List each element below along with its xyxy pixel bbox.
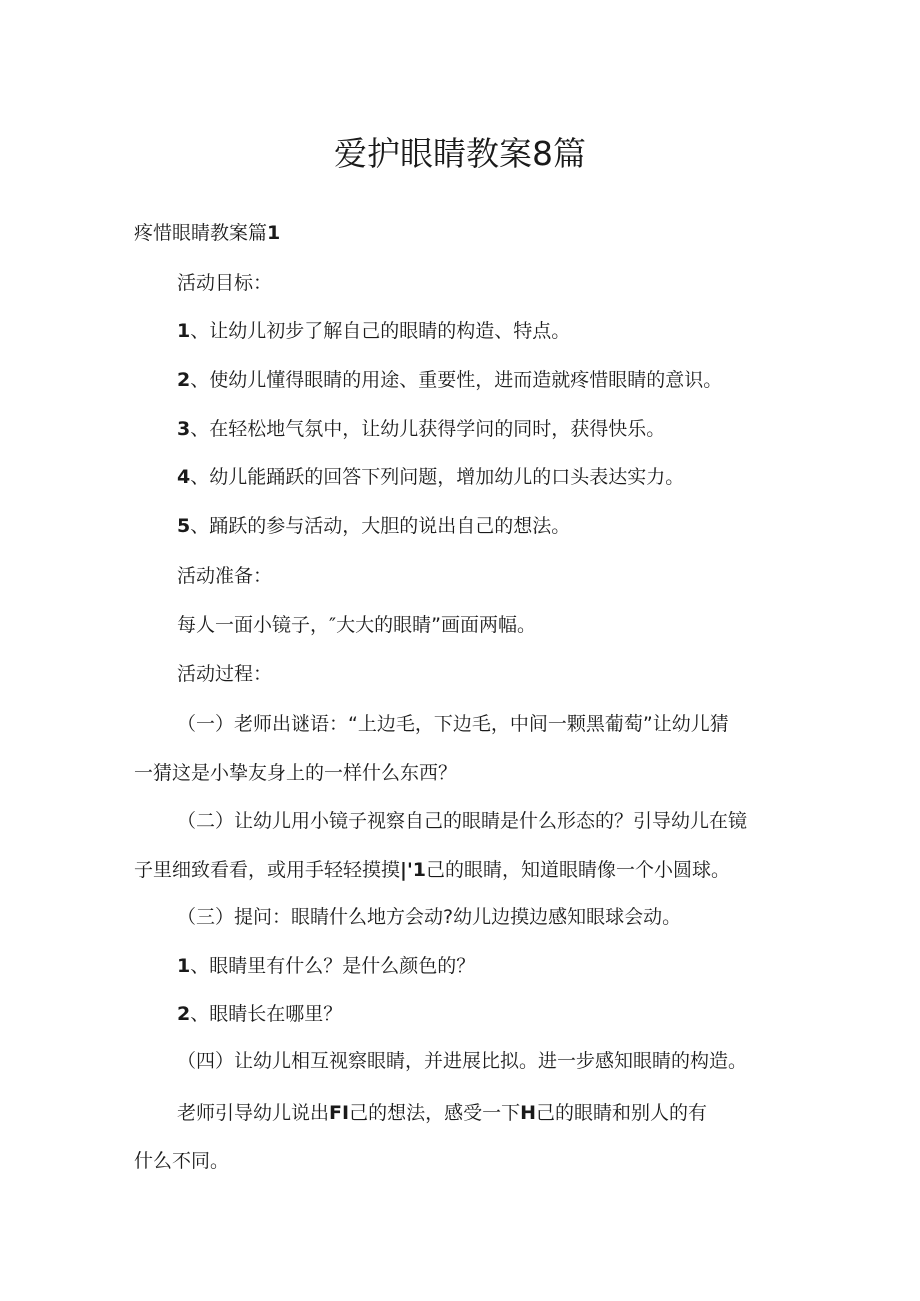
prep-text: 每人一面小镜子，″大大的眼睛”画面两幅。 — [177, 614, 536, 636]
prep-label: 活动准备： — [177, 565, 273, 587]
goal-item — [177, 464, 684, 490]
step1-line1: （一）老师出谜语：“上边毛，下边毛，中间一颗黑葡萄”让幼儿猜 — [177, 713, 729, 735]
section-heading-text: 疼惜眼睛教案篇 — [134, 222, 268, 244]
step2-text-a: 子里细致看看，或用手轻轻摸摸 — [134, 859, 401, 881]
closing-line1 — [177, 1100, 707, 1126]
step2-text-c: 己的眼睛，知道眼睛像一个小圆球。 — [426, 859, 731, 881]
goal-number: 5 — [177, 515, 191, 537]
process-label: 活动过程： — [177, 663, 273, 685]
question-item — [177, 953, 475, 979]
goal-text: 、使幼儿懂得眼睛的用途、重要性，进而造就疼惜眼睛的意识。 — [190, 369, 723, 391]
goal-number: 3 — [177, 418, 191, 440]
goal-text: 、幼儿能踊跃的回答下列问题，增加幼儿的口头表达实力。 — [190, 466, 685, 488]
closing-text-e: 己的眼睛和别人的有 — [536, 1102, 708, 1124]
goal-text: 、在轻松地气氛中，让幼儿获得学问的同时，获得快乐。 — [190, 418, 666, 440]
goal-item — [177, 513, 570, 539]
goal-item — [177, 416, 665, 442]
step1-line2: 一猜这是小挚友身上的一样什么东西？ — [134, 762, 458, 784]
question-item — [177, 1001, 342, 1027]
section-heading — [134, 220, 280, 246]
goal-item — [177, 318, 570, 344]
closing-line2: 什么不同。 — [134, 1150, 230, 1172]
question-number: 2 — [177, 1003, 191, 1025]
closing-text-a: 老师引导幼儿说出 — [177, 1102, 330, 1124]
question-number: 1 — [177, 955, 191, 977]
step2-glyph: |'1 — [400, 859, 426, 881]
step2-line1: （二）让幼儿用小镜子视察自己的眼睛是什么形态的？引导幼儿在镜 — [177, 810, 748, 832]
step4: （四）让幼儿相互视察眼睛，并进展比拟。进一步感知眼睛的构造。 — [177, 1050, 748, 1072]
goals-label: 活动目标： — [177, 272, 273, 294]
goal-text: 、踊跃的参与活动，大胆的说出自己的想法。 — [190, 515, 571, 537]
question-text: 、眼睛长在哪里？ — [190, 1003, 343, 1025]
goal-text: 、让幼儿初步了解自己的眼睛的构造、特点。 — [190, 320, 571, 342]
section-heading-number: 1 — [267, 222, 281, 244]
step2-line2 — [134, 857, 730, 883]
closing-glyph-b: FI — [329, 1102, 350, 1124]
goal-number: 4 — [177, 466, 191, 488]
goal-number: 1 — [177, 320, 191, 342]
goal-number: 2 — [177, 369, 191, 391]
goal-item — [177, 367, 722, 393]
document-title: 爱护眼睛教案8篇 — [334, 134, 586, 173]
closing-text-c: 己的想法，感受一下 — [349, 1102, 521, 1124]
closing-glyph-d: H — [520, 1102, 536, 1124]
step3: （三）提问：眼睛什么地方会动?幼儿边摸边感知眼球会动。 — [177, 906, 682, 928]
question-text: 、眼睛里有什么？是什么颜色的？ — [190, 955, 476, 977]
